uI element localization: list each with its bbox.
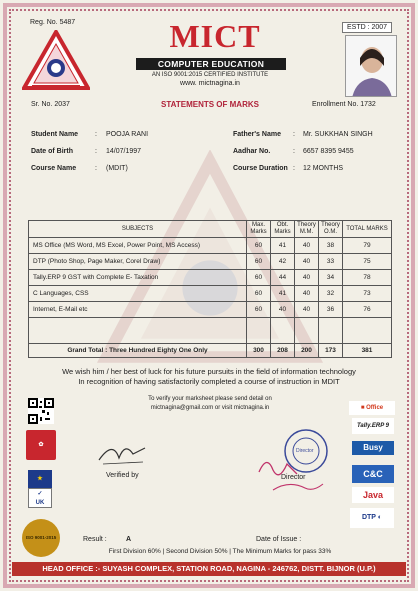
table-row bbox=[29, 238, 392, 254]
wish-text bbox=[30, 367, 388, 387]
website: www. mictnagina.in bbox=[180, 80, 240, 87]
column-header: Theory O.M. bbox=[319, 221, 343, 238]
theory-om-cell: 34 bbox=[319, 270, 343, 286]
obt-marks-cell: 41 bbox=[271, 286, 295, 302]
subject-cell: Internet, E-Mail etc bbox=[29, 302, 247, 318]
serial-number: Sr. No. 2037 bbox=[31, 101, 70, 108]
grand-total-tmm: 200 bbox=[295, 344, 319, 358]
dob-label: Date of Birth bbox=[31, 148, 73, 155]
grand-total-row bbox=[29, 344, 392, 358]
ms-office-logo: ■ Office bbox=[349, 401, 395, 415]
dtp-label: DTP bbox=[361, 514, 376, 521]
column-header: Obt. Marks bbox=[271, 221, 295, 238]
total-marks-cell: 75 bbox=[343, 254, 392, 270]
grand-total-tom: 173 bbox=[319, 344, 343, 358]
obt-marks-cell: 44 bbox=[271, 270, 295, 286]
institute-subtitle: COMPUTER EDUCATION bbox=[136, 58, 286, 70]
ukas-logo: ✓ UK bbox=[28, 488, 52, 508]
max-marks-cell: 60 bbox=[247, 270, 271, 286]
theory-mm-cell: 40 bbox=[295, 302, 319, 318]
ssl-logo-icon: ✿ bbox=[26, 430, 56, 460]
c-cpp-label: C&C bbox=[363, 469, 383, 479]
separator: : bbox=[95, 165, 97, 172]
separator: : bbox=[293, 148, 295, 155]
max-marks-cell: 60 bbox=[247, 286, 271, 302]
max-marks-cell: 60 bbox=[247, 302, 271, 318]
table-spacer-row bbox=[29, 318, 392, 344]
theory-mm-cell: 40 bbox=[295, 254, 319, 270]
aadhar-value: 6657 8395 9455 bbox=[303, 148, 354, 155]
busy-label: Busy bbox=[363, 443, 383, 452]
institute-logo bbox=[22, 30, 90, 92]
course-value: (MDIT) bbox=[106, 165, 128, 172]
separator: : bbox=[95, 148, 97, 155]
gold-seal bbox=[22, 519, 60, 557]
father-name-label: Father's Name bbox=[233, 131, 281, 138]
tally-label: Tally.ERP 9 bbox=[356, 423, 389, 429]
grand-total-label: Grand Total : Three Hundred Eighty One Only bbox=[29, 344, 247, 358]
subject-cell: DTP (Photo Shop, Page Maker, Corel Draw) bbox=[29, 254, 247, 270]
separator: : bbox=[293, 165, 295, 172]
marks-table bbox=[28, 220, 392, 358]
result-label: Result : bbox=[83, 536, 107, 543]
grand-total-total: 381 bbox=[343, 344, 392, 358]
verifier-signature bbox=[95, 438, 150, 468]
column-header: Theory M.M. bbox=[295, 221, 319, 238]
father-name-value: Mr. SUKKHAN SINGH bbox=[303, 131, 373, 138]
wish-line-2: In recognition of having satisfactorily completed a course of instruction in MDIT bbox=[78, 377, 340, 386]
dob-value: 14/07/1997 bbox=[106, 148, 142, 155]
institute-name: MICT bbox=[169, 18, 261, 54]
column-header: SUBJECTS bbox=[29, 221, 247, 238]
student-name-label: Student Name bbox=[31, 131, 79, 138]
gold-seal-label: ISO 9001-2015 bbox=[25, 535, 57, 540]
table-header-row bbox=[29, 221, 392, 238]
max-marks-cell: 60 bbox=[247, 238, 271, 254]
max-marks-cell: 60 bbox=[247, 254, 271, 270]
table-row bbox=[29, 270, 392, 286]
date-of-issue-label: Date of Issue : bbox=[256, 536, 302, 543]
duration-value: 12 MONTHS bbox=[303, 165, 344, 172]
total-marks-cell: 79 bbox=[343, 238, 392, 254]
grand-total-max: 300 bbox=[247, 344, 271, 358]
column-header: TOTAL MARKS bbox=[343, 221, 392, 238]
wish-line-1: We wish him / her best of luck for his future pursuits in the field of information technology bbox=[62, 367, 356, 376]
tally-logo bbox=[352, 418, 394, 434]
table-row bbox=[29, 254, 392, 270]
separator: : bbox=[293, 131, 295, 138]
uk-label: UK bbox=[35, 500, 45, 506]
subject-cell: MS Office (MS Word, MS Excel, Power Point, MS Access) bbox=[29, 238, 247, 254]
column-header: Max. Marks bbox=[247, 221, 271, 238]
person-portrait-icon bbox=[346, 36, 397, 97]
eu-flag-icon: ★ bbox=[28, 470, 52, 488]
theory-om-cell: 36 bbox=[319, 302, 343, 318]
subject-cell: C Languages, CSS bbox=[29, 286, 247, 302]
result-value: A bbox=[126, 536, 132, 543]
qr-code-icon bbox=[28, 398, 54, 424]
document-title: STATEMENTS OF MARKS bbox=[161, 100, 259, 109]
grand-total-obt: 208 bbox=[271, 344, 295, 358]
theory-mm-cell: 40 bbox=[295, 270, 319, 286]
theory-mm-cell: 40 bbox=[295, 238, 319, 254]
total-marks-cell: 76 bbox=[343, 302, 392, 318]
division-criteria: First Division 60% | Second Division 50% | The Minimum Marks for pass 33% bbox=[108, 548, 332, 555]
reg-number: Reg. No. 5487 bbox=[30, 19, 76, 26]
verify-text bbox=[110, 395, 310, 413]
verified-by-label: Verified by bbox=[106, 472, 139, 479]
java-label: Java bbox=[362, 490, 384, 500]
obt-marks-cell: 40 bbox=[271, 302, 295, 318]
estd-badge: ESTD : 2007 bbox=[342, 22, 392, 33]
table-row bbox=[29, 286, 392, 302]
dtp-logo: DTP ◐ bbox=[350, 508, 394, 528]
obt-marks-cell: 41 bbox=[271, 238, 295, 254]
theory-om-cell: 32 bbox=[319, 286, 343, 302]
course-label: Course Name bbox=[31, 165, 77, 172]
duration-label: Course Duration bbox=[233, 165, 288, 172]
student-name-value: POOJA RANI bbox=[106, 131, 149, 138]
busy-logo bbox=[352, 441, 394, 455]
aadhar-label: Aadhar No. bbox=[233, 148, 271, 155]
iso-certification: AN ISO 9001:2015 CERTIFIED INSTITUTE bbox=[151, 72, 269, 78]
ms-office-label: Office bbox=[366, 405, 384, 411]
total-marks-cell: 78 bbox=[343, 270, 392, 286]
table-row bbox=[29, 302, 392, 318]
c-cpp-logo bbox=[352, 465, 394, 483]
verify-line-2: mictnagina@gmail.com or visit mictnagina.in bbox=[150, 405, 270, 411]
separator: : bbox=[95, 131, 97, 138]
theory-om-cell: 33 bbox=[319, 254, 343, 270]
obt-marks-cell: 42 bbox=[271, 254, 295, 270]
theory-mm-cell: 40 bbox=[295, 286, 319, 302]
verify-line-1: To verify your marksheet please send detail on bbox=[148, 396, 272, 402]
java-logo bbox=[352, 487, 394, 503]
head-office-bar: HEAD OFFICE :- SUYASH COMPLEX, STATION ROAD, NAGINA - 246762, DISTT. BIJNOR (U.P.) bbox=[12, 562, 406, 576]
total-marks-cell: 73 bbox=[343, 286, 392, 302]
student-photo bbox=[345, 35, 397, 97]
enrollment-number: Enrollment No. 1732 bbox=[312, 101, 376, 108]
theory-om-cell: 38 bbox=[319, 238, 343, 254]
director-label: Director bbox=[281, 474, 306, 481]
subject-cell: Tally.ERP 9 GST with Complete E- Taxation bbox=[29, 270, 247, 286]
director-stamp-text: Director bbox=[296, 448, 314, 454]
